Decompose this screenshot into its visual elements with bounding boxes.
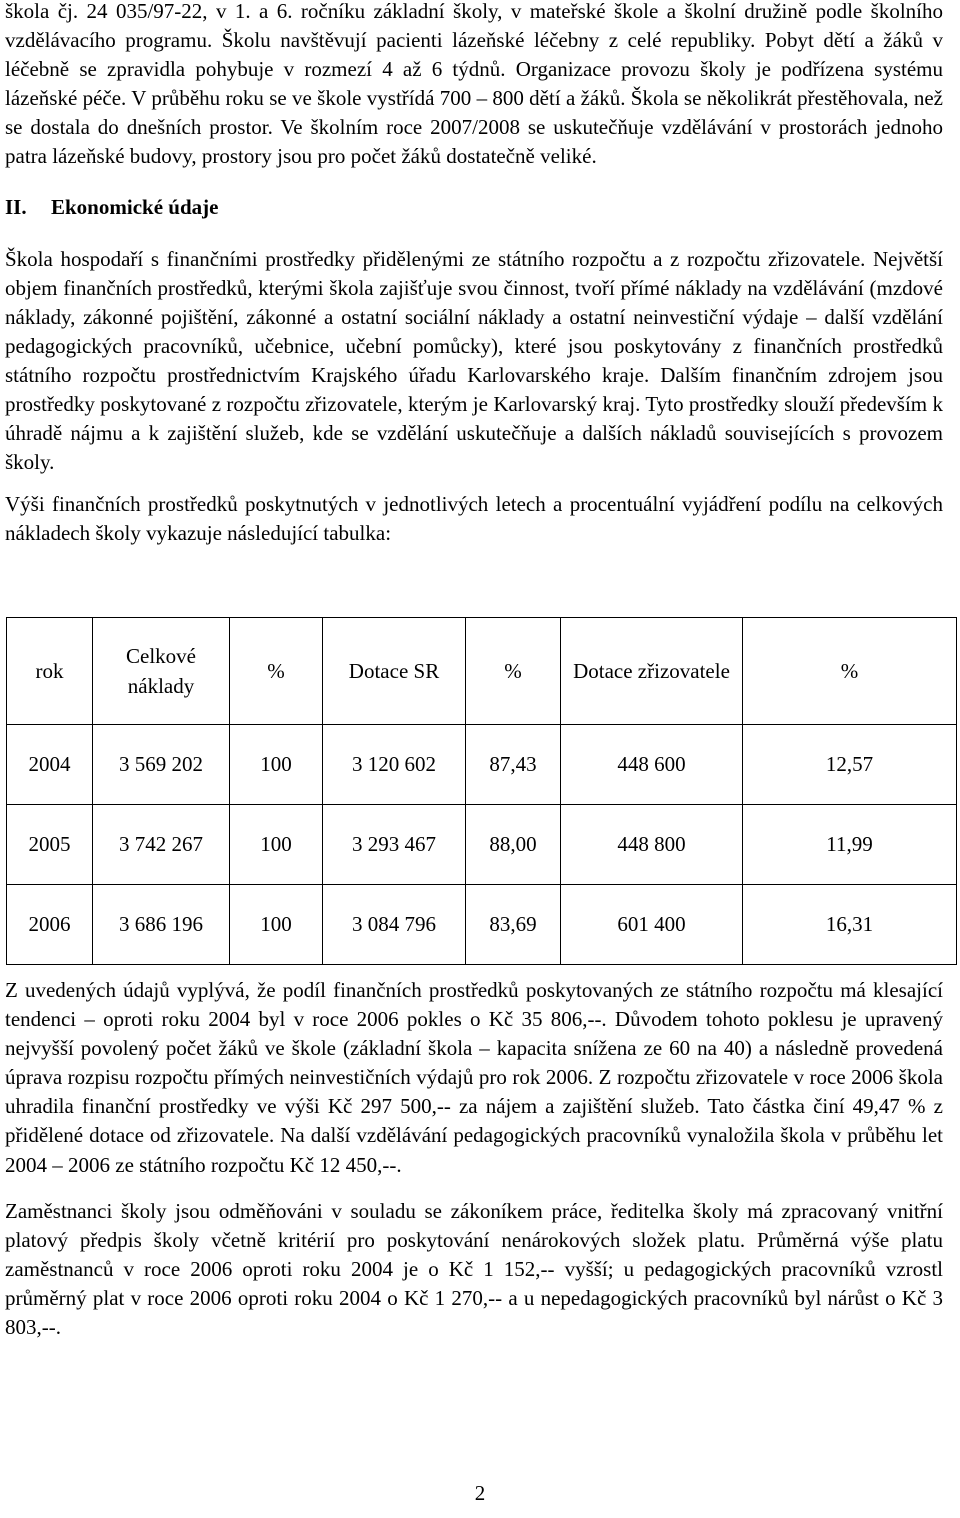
- cell-percent-founder: 16,31: [743, 885, 957, 965]
- cell-percent-founder: 11,99: [743, 805, 957, 885]
- cell-total-costs: 3 569 202: [93, 725, 230, 805]
- cell-total-costs: 3 742 267: [93, 805, 230, 885]
- analysis-paragraph: Z uvedených údajů vyplývá, že podíl finančních prostředků poskytovaných ze státního rozpočtu má klesající tendenci – oproti roku 2004 byl v roce 2006 pokles o Kč 35 806,--. Důvodem tohoto poklesu je upravený nejvyšší povolený počet žáků ve škole (základní škola – kapacita snížena ze 60 na 40) a následně provedená úprava rozpisu rozpočtu přímých neinvestičních výdajů pro rok 2006. Z rozpočtu zřizovatele v roce 2006 škola uhradila finanční prostředky ve výši Kč 297 500,-- za nájem a zajištění služeb. Tato částka činí 49,47 % z přidělené dotace od zřizovatele. Na další vzdělávání pedagogických pracovníků vynaložila škola v průběhu let 2004 – 2006 ze státního rozpočtu Kč 12 450,--.: [5, 978, 943, 1177]
- cell-percent-state: 87,43: [466, 725, 561, 805]
- cell-founder-subsidy: 448 800: [561, 805, 743, 885]
- section-title: Ekonomické údaje: [51, 195, 219, 220]
- cell-percent-total: 100: [230, 885, 323, 965]
- cell-year: 2005: [7, 805, 93, 885]
- section-number: II.: [5, 195, 27, 220]
- table-row: [7, 725, 957, 805]
- cell-year: 2004: [7, 725, 93, 805]
- header-percent-total: %: [230, 618, 323, 725]
- document-page: [5, 0, 943, 548]
- cell-percent-total: 100: [230, 805, 323, 885]
- cell-state-subsidy: 3 120 602: [323, 725, 466, 805]
- staff-paragraph: Zaměstnanci školy jsou odměňováni v souladu se zákoníkem práce, ředitelka školy má zpracovaný vnitřní platový předpis školy včetně kritérií pro poskytování nenárokových složek platu. Průměrná výše platu zaměstnanců v roce 2006 oproti roku 2004 je o Kč 1 152,-- vyšší; u pedagogických pracovníků vzrostl průměrný plat v roce 2006 oproti roku 2004 o Kč 1 270,-- a u nepedagogických pracovníků byl nárůst o Kč 3 803,--.: [5, 1198, 943, 1340]
- intro-paragraph: škola čj. 24 035/97-22, v 1. a 6. ročníku základní školy, v mateřské škole a školní družině podle školního vzdělávacího programu. Školu navštěvují pacienti lázeňské léčebny z celé republiky. Pobyt dětí a žáků v léčebně se zpravidla pohybuje v rozmezí 4 až 6 týdnů. Organizace provozu školy je podřízena systému lázeňské péče. V průběhu roku se ve škole vystřídá 700 – 800 dětí a žáků. Škola se několikrát přestěhovala, než se dostala do dnešních prostor. Ve školním roce 2007/2008 se uskutečňuje vzdělávání v prostorách jednoho patra lázeňské budovy, prostory jsou pro počet žáků dostatečně veliké.: [5, 0, 943, 168]
- document-continuation: [5, 976, 943, 1342]
- finance-table: [6, 617, 957, 965]
- economic-paragraph: Škola hospodaří s finančními prostředky přidělenými ze státního rozpočtu a z rozpočtu zřizovatele. Největší objem finančních prostředků, kterými škola zajišťuje svou činnost, tvoří přímé náklady na vzdělávání (mzdové náklady, zákonné pojištění, zákonné a ostatní sociální náklady a ostatní neinvestiční výdaje – další vzdělání pedagogických pracovníků, učebnice, učební pomůcky), které jsou poskytovány z finančních prostředků státního rozpočtu prostřednictvím Krajského úřadu Karlovarského kraje. Dalším finančním zdrojem jsou prostředky poskytované z rozpočtu zřizovatele, kterým je Karlovarský kraj. Tyto prostředky slouží především k úhradě nájmu a k zajištění služeb, kde se vzdělání uskutečňuje a dalších nákladů souvisejících s provozem školy.: [5, 247, 943, 474]
- table-header-row: [7, 618, 957, 725]
- cell-state-subsidy: 3 084 796: [323, 885, 466, 965]
- header-percent-state: %: [466, 618, 561, 725]
- cell-founder-subsidy: 448 600: [561, 725, 743, 805]
- header-year: rok: [7, 618, 93, 725]
- header-percent-founder: %: [743, 618, 957, 725]
- table-row: [7, 805, 957, 885]
- header-total-costs: Celkové náklady: [93, 618, 230, 725]
- cell-state-subsidy: 3 293 467: [323, 805, 466, 885]
- cell-percent-state: 83,69: [466, 885, 561, 965]
- cell-year: 2006: [7, 885, 93, 965]
- cell-founder-subsidy: 601 400: [561, 885, 743, 965]
- table-intro-paragraph: Výši finančních prostředků poskytnutých v jednotlivých letech a procentuální vyjádření podílu na celkových nákladech školy vykazuje následující tabulka:: [5, 491, 943, 545]
- cell-percent-founder: 12,57: [743, 725, 957, 805]
- finance-table-wrapper: [6, 617, 956, 965]
- page-number: 2: [474, 1481, 486, 1505]
- cell-total-costs: 3 686 196: [93, 885, 230, 965]
- header-founder-subsidy: Dotace zřizovatele: [561, 618, 743, 725]
- cell-percent-total: 100: [230, 725, 323, 805]
- section-heading: [5, 193, 943, 222]
- header-state-subsidy: Dotace SR: [323, 618, 466, 725]
- table-row: [7, 885, 957, 965]
- cell-percent-state: 88,00: [466, 805, 561, 885]
